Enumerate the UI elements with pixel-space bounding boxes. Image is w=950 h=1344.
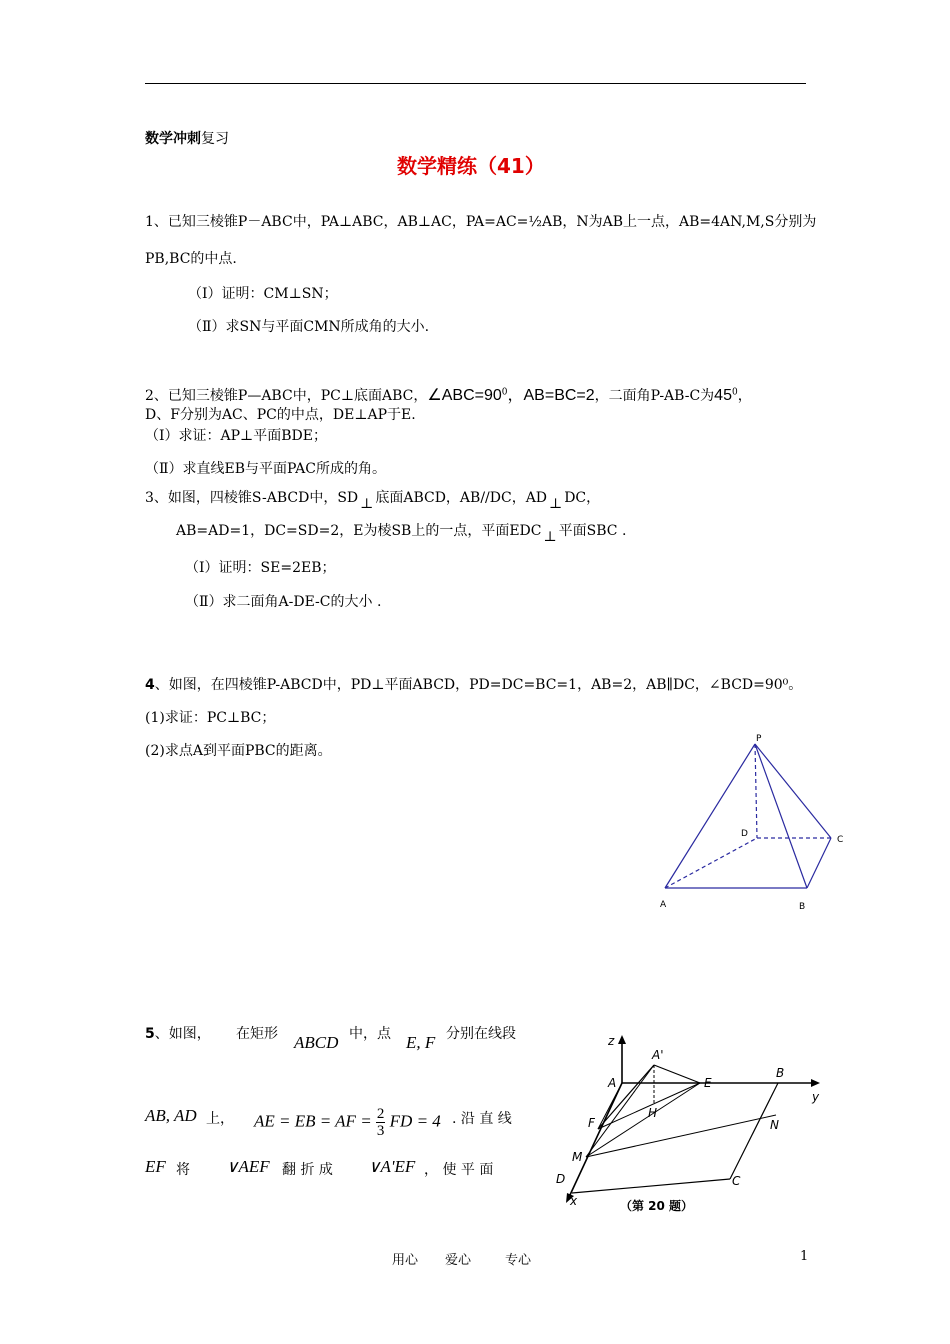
page-number: 1 — [800, 1249, 809, 1264]
footer-text-1: 用心 — [392, 1253, 419, 1268]
edge-dc — [572, 1179, 730, 1193]
math-triangle-aef: ∨AEF — [226, 1157, 270, 1176]
edge-fa1 — [598, 1065, 654, 1129]
problem-5-text: 在矩形 — [236, 1026, 278, 1042]
footer-text-2: 爱心 — [445, 1253, 472, 1268]
label-a1: A' — [652, 1048, 664, 1062]
problem-5-text: 翻 折 成 — [282, 1162, 333, 1178]
problem-1-text: 1、已知三棱锥P－ABC中，PA⊥ABC，AB⊥AC，PA=AC=½AB，N为AB上一点，AB=4AN,M,S分别为 — [145, 214, 817, 230]
label-c: C — [837, 835, 844, 845]
y-arrow — [811, 1079, 820, 1087]
label-z: z — [608, 1034, 615, 1048]
edge-pd — [755, 744, 757, 838]
label-m: M — [572, 1150, 583, 1164]
perp-symbol: ⊥ — [549, 496, 563, 512]
label-n: N — [770, 1118, 779, 1132]
edge-pa — [665, 744, 755, 888]
label-h: H — [648, 1106, 658, 1120]
section-label: 数学冲刺复习 — [145, 131, 229, 147]
problem-5-text: 5、如图， — [145, 1026, 211, 1042]
problem-4-text: 4、如图，在四棱锥P-ABCD中，PD⊥平面ABCD，PD=DC=BC=1，AB=2，AB∥DC，∠BCD=90⁰。 — [145, 677, 803, 693]
math-triangle-a1ef: ∨A'EF — [368, 1157, 416, 1176]
edge-pb — [755, 744, 807, 888]
problem-3-text-cont: AB=AD=1，DC=SD=2，E为棱SB上的一点，平面EDC ⊥ 平面SBC . — [176, 523, 627, 545]
problem-2-text-cont: D、F分别为AC、PC的中点，DE⊥AP于E. — [145, 407, 416, 423]
label-b: B — [776, 1066, 785, 1080]
label-y: y — [812, 1090, 820, 1104]
problem-3-part-2: （Ⅱ）求二面角A-DE-C的大小 . — [185, 594, 382, 610]
problem-1-part-1: （Ⅰ）证明：CM⊥SN； — [188, 286, 338, 302]
header-rule — [145, 83, 806, 84]
problem-2-part-2: （Ⅱ）求直线EB与平面PAC所成的角。 — [145, 461, 386, 477]
label-b: B — [799, 902, 806, 912]
problem-2-text: 2、已知三棱锥P—ABC中，PC⊥底面ABC，$\angle ABC=90^0$，AB=BC=2，二面角P-AB-C为$45^0$， — [145, 387, 752, 404]
pyramid-figure — [655, 728, 855, 918]
figure-caption: （第 20 题） — [620, 1199, 694, 1213]
label-a: A — [608, 1076, 617, 1090]
label-c: C — [732, 1174, 741, 1188]
problem-4-part-1: (1)求证：PC⊥BC； — [145, 710, 276, 726]
math-equation: AE = EB = AF = $\frac{2}{3}$ FD = 4 — [254, 1106, 441, 1139]
problem-5-text: ， 使 平 面 — [424, 1162, 494, 1178]
edge-ad — [665, 838, 757, 888]
problem-1-text-cont: PB,BC的中点. — [145, 251, 237, 267]
problem-5-text: 分别在线段 — [446, 1026, 516, 1042]
math-ef: E, F — [406, 1033, 436, 1052]
label-d: D — [556, 1172, 566, 1186]
problem-1-part-2: （Ⅱ）求SN与平面CMN所成角的大小. — [188, 319, 430, 335]
label-a: A — [660, 900, 667, 910]
label-p: P — [756, 734, 762, 744]
problem-5-text: 将 — [176, 1162, 190, 1178]
edge-bc — [807, 838, 831, 888]
label-d: D — [741, 829, 748, 839]
edge-pc — [755, 744, 831, 838]
label-f: F — [588, 1116, 595, 1130]
page-title: 数学精练（41） — [397, 154, 545, 178]
perp-symbol: ⊥ — [543, 529, 557, 545]
perp-symbol: ⊥ — [360, 496, 374, 512]
fraction-two-thirds: $\frac{2}{3}$ — [376, 1106, 385, 1139]
problem-5-text: 中，点 — [349, 1026, 391, 1042]
problem-4-part-2: (2)求点A到平面PBC的距离。 — [145, 743, 332, 759]
folding-figure — [550, 1025, 835, 1220]
math-abcd: ABCD — [294, 1033, 339, 1052]
z-arrow — [618, 1035, 626, 1044]
math-ef-line: EF — [145, 1157, 166, 1176]
problem-2-part-1: （Ⅰ）求证：AP⊥平面BDE； — [145, 428, 327, 444]
edge-ma1 — [586, 1065, 654, 1157]
problem-3-text: 3、如图，四棱锥S-ABCD中，SD ⊥ 底面ABCD，AB//DC，AD ⊥ DC， — [145, 490, 601, 512]
edge-a1e — [654, 1065, 700, 1083]
math-ab-ad: AB, AD — [145, 1106, 197, 1125]
problem-5-text: 上， — [206, 1111, 234, 1127]
label-e: E — [704, 1076, 712, 1090]
label-x: x — [570, 1194, 578, 1208]
problem-5-text: . 沿 直 线 — [452, 1111, 512, 1127]
footer-text-3: 专心 — [505, 1253, 532, 1268]
problem-3-part-1: （Ⅰ）证明：SE=2EB； — [185, 560, 336, 576]
